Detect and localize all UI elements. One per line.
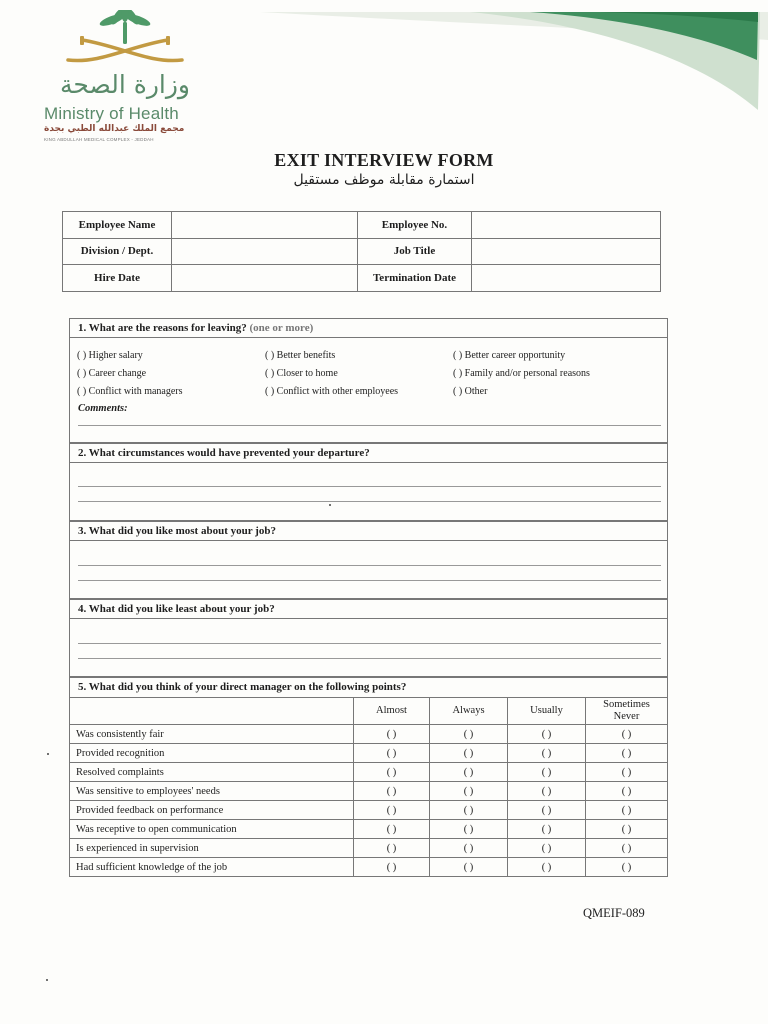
rating-row bbox=[70, 801, 668, 820]
rating-choice-sometimes-never[interactable]: ( ) bbox=[586, 763, 668, 782]
rating-choice-always[interactable]: ( ) bbox=[430, 801, 508, 820]
answer-line[interactable] bbox=[78, 580, 661, 581]
division-label: Division / Dept. bbox=[63, 238, 172, 265]
rating-item-label: Provided feedback on performance bbox=[70, 801, 354, 820]
question-2-text: 2. What circumstances would have prevented your departure? bbox=[78, 447, 370, 459]
option-conflict-with-managers[interactable]: ( ) Conflict with managers bbox=[77, 386, 183, 397]
logo-english-complex: KING ABDULLAH MEDICAL COMPLEX - JEDDAH bbox=[44, 137, 154, 142]
logo-arabic-name: وزارة الصحة bbox=[60, 70, 190, 99]
rating-item-label: Was sensitive to employees' needs bbox=[70, 782, 354, 801]
rating-row bbox=[70, 725, 668, 744]
column-header-sometimes: Sometimes bbox=[603, 699, 650, 710]
column-header-always: Always bbox=[430, 698, 508, 725]
rating-choice-sometimes-never[interactable]: ( ) bbox=[586, 820, 668, 839]
rating-item-label: Had sufficient knowledge of the job bbox=[70, 858, 354, 877]
rating-choice-usually[interactable]: ( ) bbox=[508, 858, 586, 877]
answer-line[interactable] bbox=[78, 486, 661, 487]
logo-english-name: Ministry of Health bbox=[44, 104, 179, 123]
rating-choice-always[interactable]: ( ) bbox=[430, 839, 508, 858]
rating-row bbox=[70, 763, 668, 782]
hire-date-label: Hire Date bbox=[63, 265, 172, 292]
option-family-personal-reasons[interactable]: ( ) Family and/or personal reasons bbox=[453, 368, 590, 379]
rating-item-label: Provided recognition bbox=[70, 744, 354, 763]
employee-no-field[interactable] bbox=[472, 212, 661, 239]
job-title-field[interactable] bbox=[472, 238, 661, 265]
rating-item-label: Was consistently fair bbox=[70, 725, 354, 744]
rating-choice-almost[interactable]: ( ) bbox=[354, 782, 430, 801]
question-2-header bbox=[70, 444, 667, 463]
option-career-change[interactable]: ( ) Career change bbox=[77, 368, 147, 379]
question-5-text: 5. What did you think of your direct manager on the following points? bbox=[78, 681, 407, 693]
termination-date-label: Termination Date bbox=[358, 265, 472, 292]
rating-choice-sometimes-never[interactable]: ( ) bbox=[586, 744, 668, 763]
hire-date-field[interactable] bbox=[172, 265, 358, 292]
column-header-sometimes-never bbox=[586, 698, 668, 725]
rating-choice-sometimes-never[interactable]: ( ) bbox=[586, 839, 668, 858]
rating-row bbox=[70, 839, 668, 858]
option-other[interactable]: ( ) Other bbox=[453, 386, 488, 397]
employee-no-label: Employee No. bbox=[358, 212, 472, 239]
employee-name-field[interactable] bbox=[172, 212, 358, 239]
question-2-section bbox=[69, 443, 668, 521]
rating-choice-always[interactable]: ( ) bbox=[430, 763, 508, 782]
option-higher-salary[interactable]: ( ) Higher salary bbox=[77, 350, 143, 361]
question-3-text: 3. What did you like most about your job? bbox=[78, 525, 276, 537]
rating-choice-usually[interactable]: ( ) bbox=[508, 820, 586, 839]
rating-choice-almost[interactable]: ( ) bbox=[354, 744, 430, 763]
rating-item-label: Resolved complaints bbox=[70, 763, 354, 782]
rating-choice-almost[interactable]: ( ) bbox=[354, 801, 430, 820]
rating-choice-always[interactable]: ( ) bbox=[430, 858, 508, 877]
rating-choice-almost[interactable]: ( ) bbox=[354, 820, 430, 839]
question-4-text: 4. What did you like least about your job? bbox=[78, 603, 275, 615]
option-conflict-with-employees[interactable]: ( ) Conflict with other employees bbox=[265, 386, 399, 397]
rating-choice-sometimes-never[interactable]: ( ) bbox=[586, 782, 668, 801]
question-4-header bbox=[70, 600, 667, 619]
rating-choice-almost[interactable]: ( ) bbox=[354, 763, 430, 782]
palm-swords-emblem-icon bbox=[40, 10, 210, 70]
rating-choice-almost[interactable]: ( ) bbox=[354, 858, 430, 877]
column-header-almost: Almost bbox=[354, 698, 430, 725]
answer-line[interactable] bbox=[78, 658, 661, 659]
option-better-benefits[interactable]: ( ) Better benefits bbox=[265, 350, 336, 361]
question-4-section bbox=[69, 599, 668, 677]
manager-rating-grid bbox=[69, 697, 668, 877]
column-header-never: Never bbox=[613, 711, 640, 722]
question-5-header bbox=[70, 678, 667, 697]
rating-choice-usually[interactable]: ( ) bbox=[508, 744, 586, 763]
rating-choice-always[interactable]: ( ) bbox=[430, 744, 508, 763]
rating-choice-usually[interactable]: ( ) bbox=[508, 801, 586, 820]
rating-choice-usually[interactable]: ( ) bbox=[508, 725, 586, 744]
form-title-arabic: استمارة مقابلة موظف مستقيل bbox=[293, 172, 475, 188]
scan-speck bbox=[46, 979, 48, 981]
form-title: EXIT INTERVIEW FORM bbox=[274, 150, 494, 170]
question-3-header bbox=[70, 522, 667, 541]
rating-choice-usually[interactable]: ( ) bbox=[508, 782, 586, 801]
rating-choice-sometimes-never[interactable]: ( ) bbox=[586, 858, 668, 877]
rating-choice-sometimes-never[interactable]: ( ) bbox=[586, 725, 668, 744]
rating-item-label: Was receptive to open communication bbox=[70, 820, 354, 839]
comments-answer-line[interactable] bbox=[78, 425, 661, 426]
column-header-usually: Usually bbox=[508, 698, 586, 725]
rating-row bbox=[70, 858, 668, 877]
ministry-logo bbox=[40, 10, 210, 142]
answer-line[interactable] bbox=[78, 643, 661, 644]
rating-choice-usually[interactable]: ( ) bbox=[508, 763, 586, 782]
rating-item-label: Is experienced in supervision bbox=[70, 839, 354, 858]
option-closer-to-home[interactable]: ( ) Closer to home bbox=[265, 368, 338, 379]
rating-grid-corner bbox=[70, 698, 354, 725]
option-better-career-opportunity[interactable]: ( ) Better career opportunity bbox=[453, 350, 566, 361]
question-3-section bbox=[69, 521, 668, 599]
logo-arabic-complex: مجمع الملك عبدالله الطبي بجدة bbox=[44, 124, 185, 134]
question-1-section bbox=[69, 318, 668, 443]
employee-name-label: Employee Name bbox=[63, 212, 172, 239]
question-1-text: 1. What are the reasons for leaving? bbox=[78, 322, 247, 334]
question-1-header bbox=[70, 319, 667, 338]
termination-date-field[interactable] bbox=[472, 265, 661, 292]
question-5-section bbox=[69, 677, 668, 698]
employee-info-table bbox=[62, 211, 661, 292]
scan-speck bbox=[329, 504, 331, 506]
rating-choice-usually[interactable]: ( ) bbox=[508, 839, 586, 858]
rating-choice-always[interactable]: ( ) bbox=[430, 725, 508, 744]
rating-choice-always[interactable]: ( ) bbox=[430, 782, 508, 801]
rating-choice-almost[interactable]: ( ) bbox=[354, 839, 430, 858]
division-field[interactable] bbox=[172, 238, 358, 265]
rating-choice-sometimes-never[interactable]: ( ) bbox=[586, 801, 668, 820]
answer-line[interactable] bbox=[78, 565, 661, 566]
rating-row bbox=[70, 782, 668, 801]
question-1-note: (one or more) bbox=[249, 322, 314, 334]
answer-line[interactable] bbox=[78, 501, 661, 502]
comments-label: Comments: bbox=[78, 403, 128, 414]
job-title-label: Job Title bbox=[358, 238, 472, 265]
rating-choice-always[interactable]: ( ) bbox=[430, 820, 508, 839]
scan-speck bbox=[47, 753, 49, 755]
form-code: QMEIF-089 bbox=[583, 906, 645, 920]
rating-row bbox=[70, 744, 668, 763]
rating-choice-almost[interactable]: ( ) bbox=[354, 725, 430, 744]
rating-row bbox=[70, 820, 668, 839]
